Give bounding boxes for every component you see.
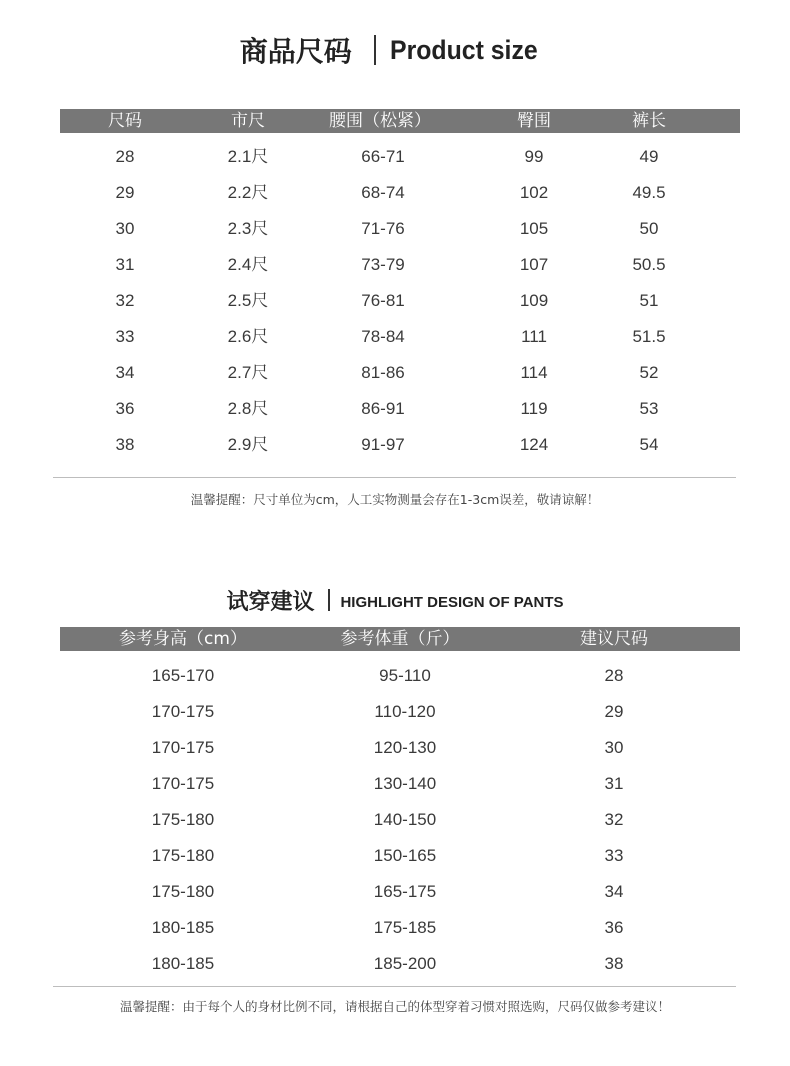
table-row	[60, 730, 740, 766]
table-cell: 170-175	[151, 774, 215, 793]
table-cell: 2.7尺	[227, 363, 269, 382]
table-cell: 51	[639, 291, 659, 310]
product-size-title-cn: 商品尺码	[239, 35, 352, 68]
header-cell-weight: 参考体重（斤）	[340, 629, 460, 649]
table-cell: 180-185	[151, 918, 215, 937]
table-cell: 165-175	[373, 882, 437, 901]
table-cell: 170-175	[151, 702, 215, 721]
table-row	[60, 874, 740, 910]
table-cell: 140-150	[373, 810, 437, 829]
table-cell: 95-110	[379, 666, 431, 685]
header-cell-waist: 腰围（松紧）	[329, 111, 431, 131]
header-cell-length: 裤长	[632, 111, 666, 131]
table-row	[60, 247, 740, 283]
table-cell: 31	[115, 255, 135, 274]
table-cell: 28	[115, 147, 135, 166]
table-cell: 2.9尺	[227, 435, 269, 454]
table-cell: 114	[520, 363, 548, 382]
table-row	[60, 766, 740, 802]
fit-advice-title-en: HIGHLIGHT DESIGN OF PANTS	[340, 593, 564, 611]
table-cell: 36	[604, 918, 624, 937]
table-cell: 180-185	[151, 954, 215, 973]
divider-line	[53, 477, 736, 478]
table-cell: 32	[604, 810, 624, 829]
table-cell: 66-71	[361, 147, 405, 166]
table-cell: 30	[115, 219, 135, 238]
table-cell: 175-185	[373, 918, 437, 937]
table-cell: 120-130	[373, 738, 437, 757]
table-cell: 102	[519, 183, 549, 202]
table-cell: 109	[519, 291, 549, 310]
table-row	[60, 694, 740, 730]
table-cell: 52	[639, 363, 659, 382]
fit-advice-title	[0, 584, 790, 616]
table-cell: 175-180	[151, 846, 215, 865]
table-cell: 36	[115, 399, 135, 418]
table-row	[60, 910, 740, 946]
table-cell: 34	[604, 882, 624, 901]
table-cell: 33	[604, 846, 624, 865]
table-row	[60, 946, 740, 982]
table-cell: 38	[115, 435, 135, 454]
table-cell: 50.5	[632, 255, 666, 274]
table-row	[60, 427, 740, 463]
table-cell: 28	[604, 666, 624, 685]
header-cell-size: 尺码	[108, 111, 142, 131]
table-cell: 49.5	[632, 183, 666, 202]
table-cell: 73-79	[361, 255, 405, 274]
table-cell: 150-165	[373, 846, 437, 865]
table-row	[60, 355, 740, 391]
table-row	[60, 838, 740, 874]
table-cell: 33	[115, 327, 135, 346]
table-cell: 170-175	[151, 738, 215, 757]
product-size-table-header	[60, 109, 740, 133]
table-row	[60, 283, 740, 319]
table-cell: 2.6尺	[227, 327, 269, 346]
divider-line	[53, 986, 736, 987]
table-row	[60, 802, 740, 838]
table-cell: 175-180	[151, 882, 215, 901]
table-cell: 2.1尺	[227, 147, 269, 166]
table-cell: 71-76	[361, 219, 405, 238]
table-row	[60, 391, 740, 427]
fit-advice-table-header	[60, 627, 740, 651]
table-cell: 119	[520, 399, 548, 418]
table-cell: 49	[639, 147, 659, 166]
table-cell: 29	[604, 702, 624, 721]
table-cell: 32	[115, 291, 135, 310]
table-cell: 185-200	[373, 954, 437, 973]
table-cell: 78-84	[361, 327, 405, 346]
header-cell-hip: 臀围	[517, 111, 551, 131]
table-cell: 54	[639, 435, 659, 454]
table-cell: 130-140	[373, 774, 437, 793]
table-cell: 175-180	[151, 810, 215, 829]
table-cell: 91-97	[361, 435, 405, 454]
table-cell: 111	[521, 327, 547, 346]
table-cell: 68-74	[361, 183, 405, 202]
table-cell: 2.4尺	[227, 255, 269, 274]
table-row	[60, 175, 740, 211]
header-cell-height: 参考身高（cm）	[119, 629, 247, 649]
table-cell: 31	[604, 774, 624, 793]
table-cell: 76-81	[361, 291, 405, 310]
table-cell: 107	[519, 255, 549, 274]
table-cell: 110-120	[374, 702, 436, 721]
title-divider	[374, 35, 376, 65]
title-divider	[328, 589, 330, 611]
table-cell: 165-170	[151, 666, 215, 685]
table-cell: 2.3尺	[227, 219, 269, 238]
table-cell: 53	[639, 399, 659, 418]
table-cell: 81-86	[361, 363, 405, 382]
table-cell: 2.5尺	[227, 291, 269, 310]
table-row	[60, 319, 740, 355]
table-cell: 86-91	[361, 399, 405, 418]
fit-note: 温馨提醒：由于每个人的身材比例不同，请根据自己的体型穿着习惯对照选购，尺码仅做参考建议！	[119, 999, 670, 1014]
header-cell-chi: 市尺	[231, 111, 265, 131]
table-cell: 105	[519, 219, 549, 238]
table-cell: 124	[519, 435, 549, 454]
table-cell: 38	[604, 954, 624, 973]
product-size-title	[0, 26, 790, 74]
table-cell: 50	[639, 219, 659, 238]
header-cell-suggested-size: 建议尺码	[580, 629, 648, 649]
table-cell: 99	[524, 147, 544, 166]
fit-advice-title-cn: 试穿建议	[226, 589, 315, 615]
size-note: 温馨提醒：尺寸单位为cm，人工实物测量会存在1-3cm误差，敬请谅解！	[190, 492, 600, 507]
table-cell: 2.8尺	[227, 399, 269, 418]
table-cell: 2.2尺	[227, 183, 269, 202]
table-cell: 34	[115, 363, 135, 382]
table-cell: 30	[604, 738, 624, 757]
table-cell: 51.5	[632, 327, 666, 346]
table-cell: 29	[115, 183, 135, 202]
product-size-title-en: Product size	[389, 34, 538, 65]
table-row	[60, 139, 740, 175]
table-row	[60, 658, 740, 694]
table-row	[60, 211, 740, 247]
